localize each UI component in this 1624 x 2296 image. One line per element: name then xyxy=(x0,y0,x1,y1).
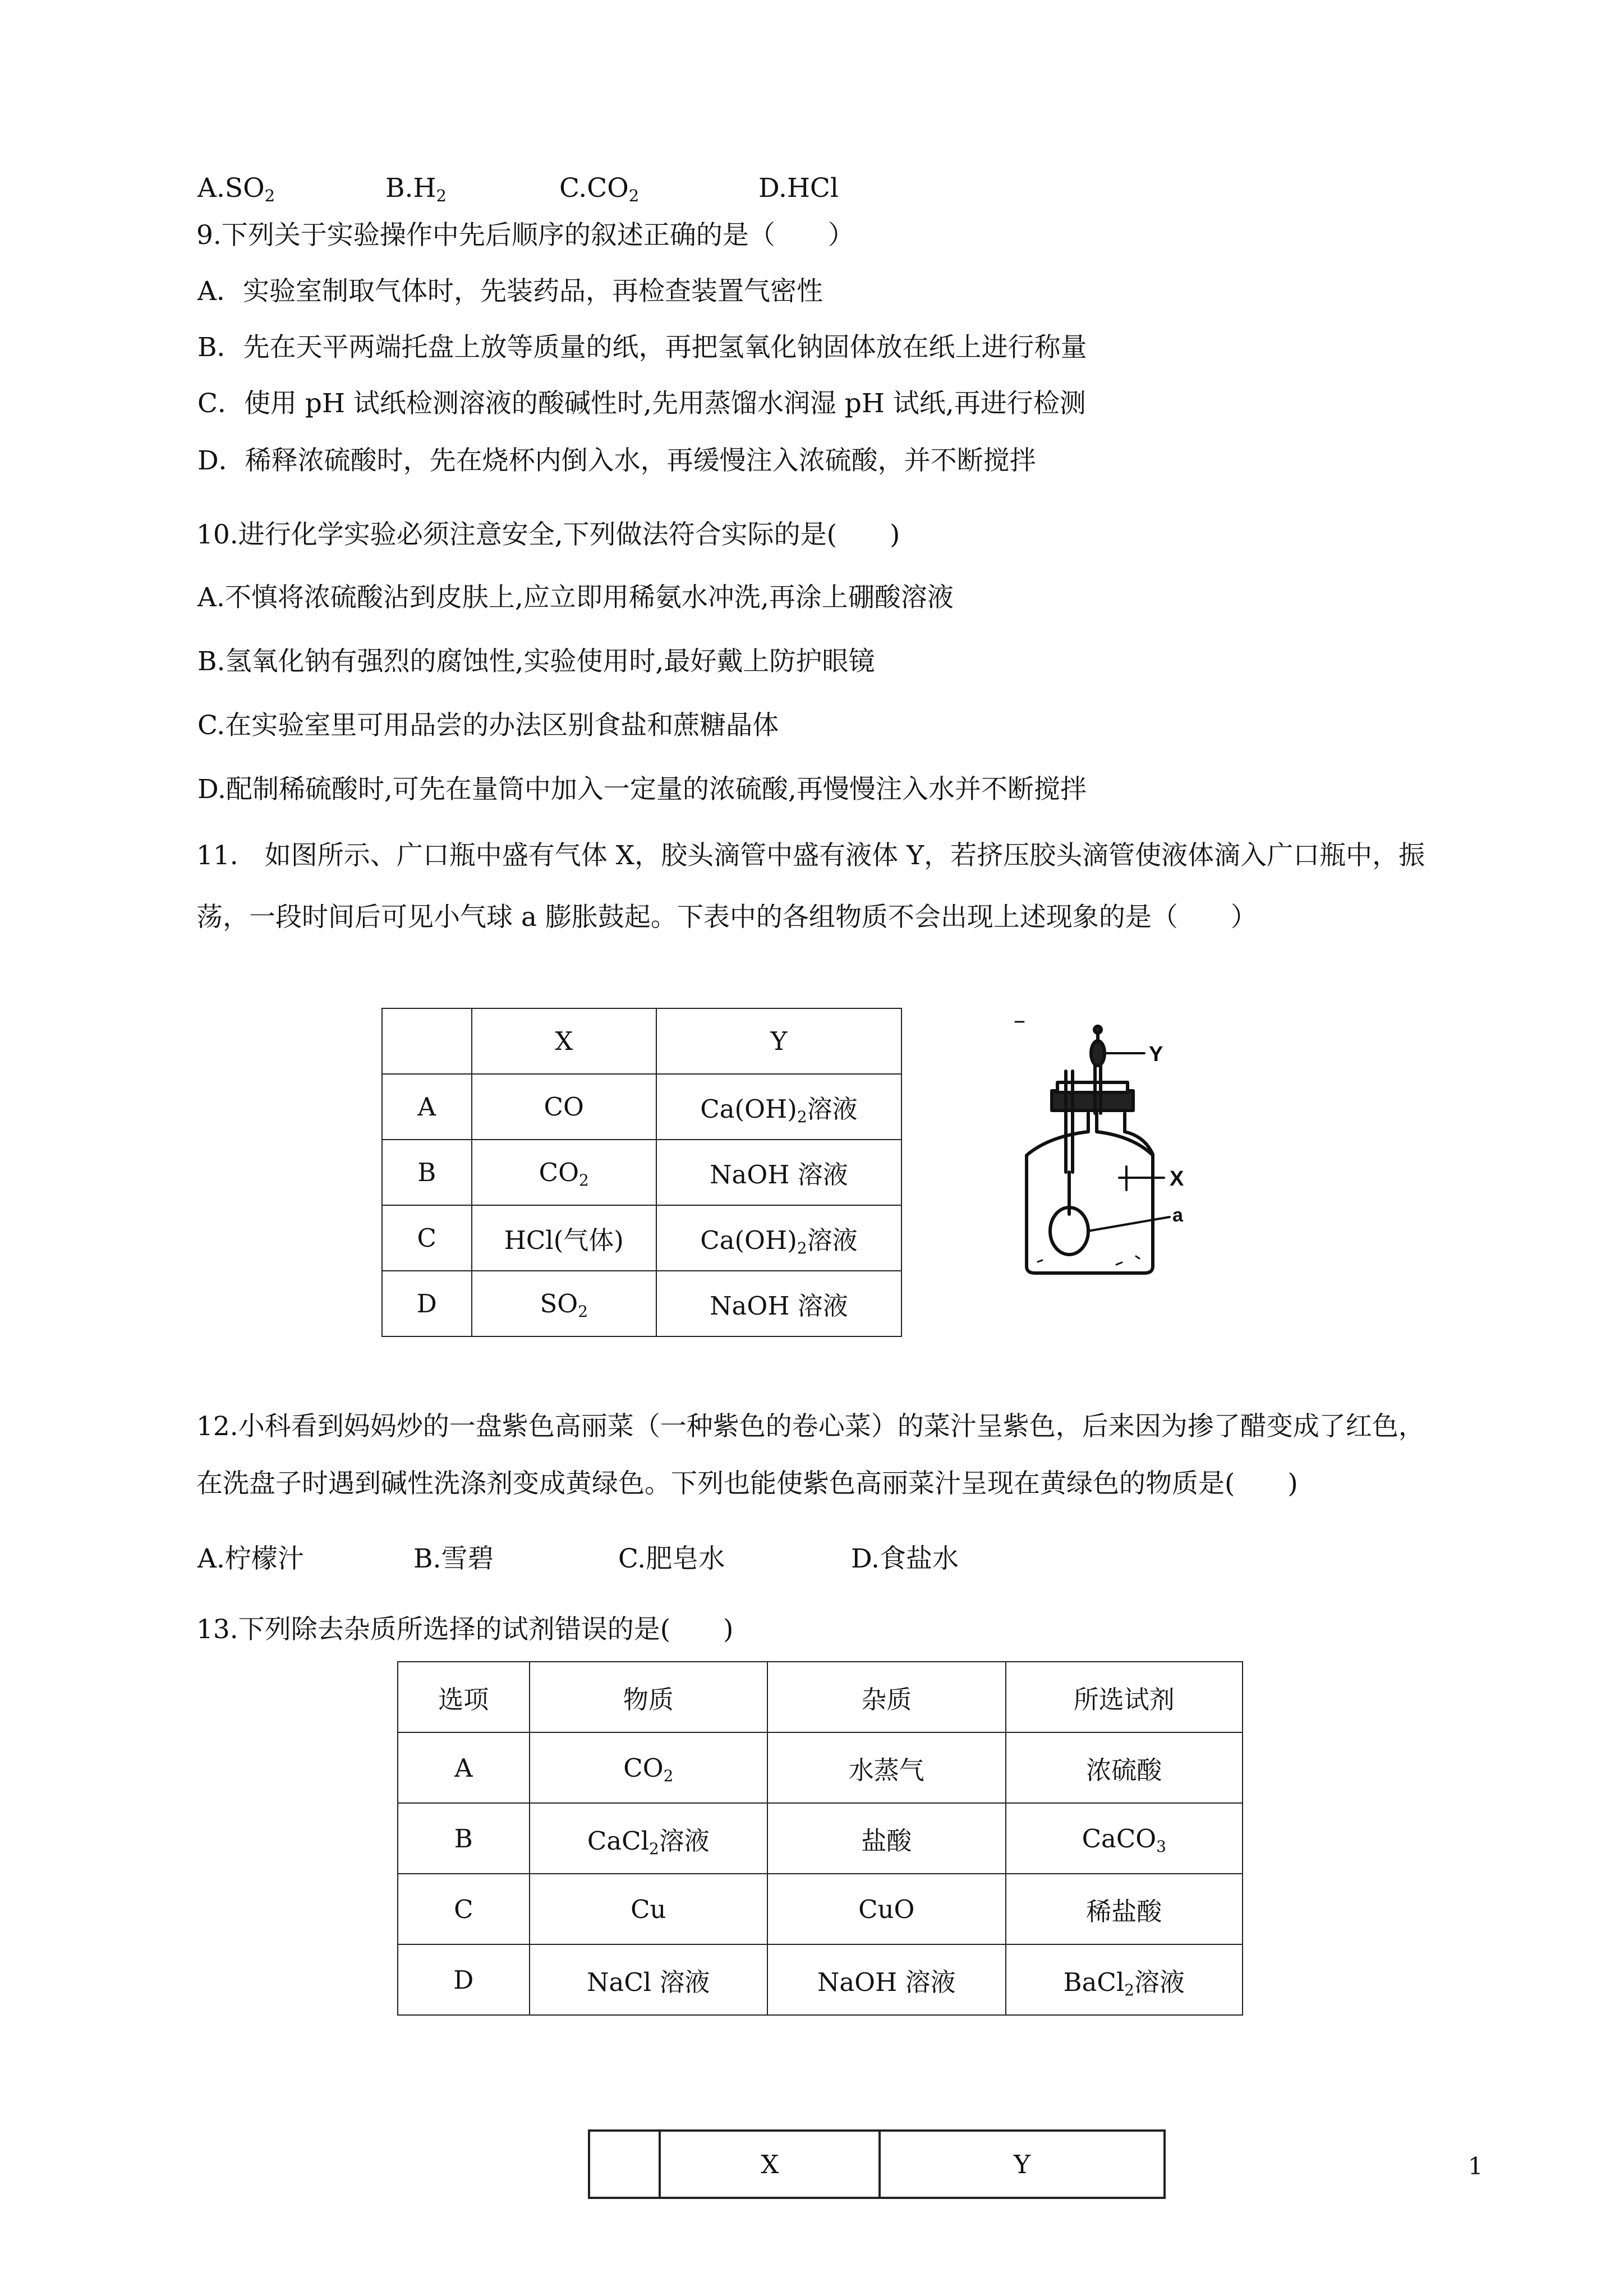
table-cell: $CO_2$ xyxy=(530,1732,767,1803)
q8-option-b: $B.H_2$ xyxy=(385,173,447,206)
table-cell: NaCl 溶液 xyxy=(530,1944,767,2015)
table-header-cell: Y xyxy=(880,2131,1165,2198)
q12-stem-line2: 在洗盘子时遇到碱性洗涤剂变成黄绿色。下列也能使紫色高丽菜汁呈现在黄绿色的物质是( ) xyxy=(196,1468,1298,1499)
table-cell: NaOH 溶液 xyxy=(656,1271,901,1336)
q12-option-d: D.食盐水 xyxy=(851,1543,959,1574)
table-header-cell: 物质 xyxy=(530,1662,767,1732)
figure-label-y: Y xyxy=(1149,1043,1163,1066)
table-cell: 盐酸 xyxy=(767,1803,1005,1874)
q13-stem: 13.下列除去杂质所选择的试剂错误的是( ) xyxy=(196,1614,734,1645)
table-row xyxy=(382,1205,901,1271)
table-cell: CuO xyxy=(767,1874,1005,1944)
q9-option-d: D．稀释浓硫酸时，先在烧杯内倒入水，再缓慢注入浓硫酸，并不断搅拌 xyxy=(197,445,1036,476)
table-header-cell xyxy=(589,2131,660,2198)
q10-option-d: D.配制稀硫酸时,可先在量筒中加入一定量的浓硫酸,再慢慢注入水并不断搅拌 xyxy=(197,774,1087,805)
q8-option-c: $C.CO_2$ xyxy=(559,173,640,206)
table-cell: B xyxy=(382,1140,472,1205)
table-cell: $CO_2$ xyxy=(472,1140,656,1205)
table-cell: A xyxy=(398,1732,530,1803)
q10-option-a: A.不慎将浓硫酸沾到皮肤上,应立即用稀氨水冲洗,再涂上硼酸溶液 xyxy=(197,582,954,613)
table-cell: CaCO$_3$ xyxy=(1006,1803,1243,1874)
q11-table xyxy=(381,1008,902,1337)
table-cell: B xyxy=(398,1803,530,1874)
table-header-cell xyxy=(382,1008,472,1074)
q11-stem-line1: 11. 如图所示、广口瓶中盛有气体 X，胶头滴管中盛有液体 Y，若挤压胶头滴管使液体滴入广口瓶中，振 xyxy=(196,840,1425,871)
table-header-cell: 杂质 xyxy=(767,1662,1005,1732)
table-row xyxy=(382,1140,901,1205)
table-cell: C xyxy=(382,1205,472,1271)
footer-table xyxy=(588,2129,1166,2199)
table-cell: NaOH 溶液 xyxy=(767,1944,1005,2015)
page-number: 1 xyxy=(1468,2152,1483,2180)
q9-option-b: B．先在天平两端托盘上放等质量的纸，再把氢氧化钠固体放在纸上进行称量 xyxy=(197,332,1087,363)
table-cell: NaOH 溶液 xyxy=(656,1140,901,1205)
q8-option-a: $A.SO_2$ xyxy=(197,173,275,206)
table-cell: CO xyxy=(472,1074,656,1140)
q9-option-a: A．实验室制取气体时，先装药品，再检查装置气密性 xyxy=(197,276,823,307)
table-row xyxy=(398,1874,1243,1944)
figure-label-a: a xyxy=(1172,1205,1183,1226)
q10-option-b: B.氢氧化钠有强烈的腐蚀性,实验使用时,最好戴上防护眼镜 xyxy=(197,646,875,677)
table-cell: 稀盐酸 xyxy=(1006,1874,1243,1944)
table-cell: $SO_2$ xyxy=(472,1271,656,1336)
q12-options xyxy=(197,1542,959,1576)
table-header-cell: 选项 xyxy=(398,1662,530,1732)
label-leader-a xyxy=(1088,1217,1170,1231)
q12-stem-line1: 12.小科看到妈妈炒的一盘紫色高丽菜（一种紫色的卷心菜）的菜汁呈紫色，后来因为掺了醋变成了红色， xyxy=(196,1411,1425,1442)
table-cell: Cu xyxy=(530,1874,767,1944)
figure-label-x: X xyxy=(1170,1167,1184,1191)
q9-stem: 9.下列关于实验操作中先后顺序的叙述正确的是（ ） xyxy=(196,220,854,251)
table-row xyxy=(398,1803,1243,1874)
apparatus-figure xyxy=(1004,1009,1229,1290)
table-cell: D xyxy=(382,1271,472,1336)
table-row xyxy=(382,1271,901,1336)
table-cell: HCl(气体) xyxy=(472,1205,656,1271)
q12-option-c: C.肥皂水 xyxy=(618,1543,725,1574)
table-row xyxy=(382,1074,901,1140)
q12-option-b: B.雪碧 xyxy=(413,1543,494,1574)
table-header-cell: 所选试剂 xyxy=(1006,1662,1243,1732)
q10-stem: 10.进行化学实验必须注意安全,下列做法符合实际的是( ) xyxy=(196,519,900,550)
table-cell: CaCl$_2$溶液 xyxy=(530,1803,767,1874)
q10-option-c: C.在实验室里可用品尝的办法区别食盐和蔗糖晶体 xyxy=(197,710,779,741)
table-cell: $Ca(OH)_2$溶液 xyxy=(656,1205,901,1271)
q8-options xyxy=(197,172,839,205)
table-cell: A xyxy=(382,1074,472,1140)
table-header-row xyxy=(589,2131,1165,2198)
table-cell: 浓硫酸 xyxy=(1006,1732,1243,1803)
table-header-row xyxy=(382,1008,901,1074)
table-header-row xyxy=(398,1662,1243,1732)
dropper-bulb xyxy=(1091,1041,1105,1066)
q11-stem-line2: 荡，一段时间后可见小气球 a 膨胀鼓起。下表中的各组物质不会出现上述现象的是（ ） xyxy=(196,902,1257,933)
table-cell: BaCl$_2$溶液 xyxy=(1006,1944,1243,2015)
table-header-cell: Y xyxy=(656,1008,901,1074)
q8-option-d: D.HCl xyxy=(758,173,839,204)
table-cell: C xyxy=(398,1874,530,1944)
table-cell: D xyxy=(398,1944,530,2015)
q13-table xyxy=(397,1661,1243,2016)
table-cell: $Ca(OH)_2$溶液 xyxy=(656,1074,901,1140)
bottle-outline xyxy=(1027,1113,1153,1273)
table-row xyxy=(398,1732,1243,1803)
table-cell: 水蒸气 xyxy=(767,1732,1005,1803)
q12-option-a: A.柠檬汁 xyxy=(197,1543,304,1574)
table-row xyxy=(398,1944,1243,2015)
q9-option-c: C．使用 pH 试纸检测溶液的酸碱性时,先用蒸馏水润湿 pH 试纸,再进行检测 xyxy=(197,388,1086,419)
table-header-cell: X xyxy=(660,2131,880,2198)
table-header-cell: X xyxy=(472,1008,656,1074)
